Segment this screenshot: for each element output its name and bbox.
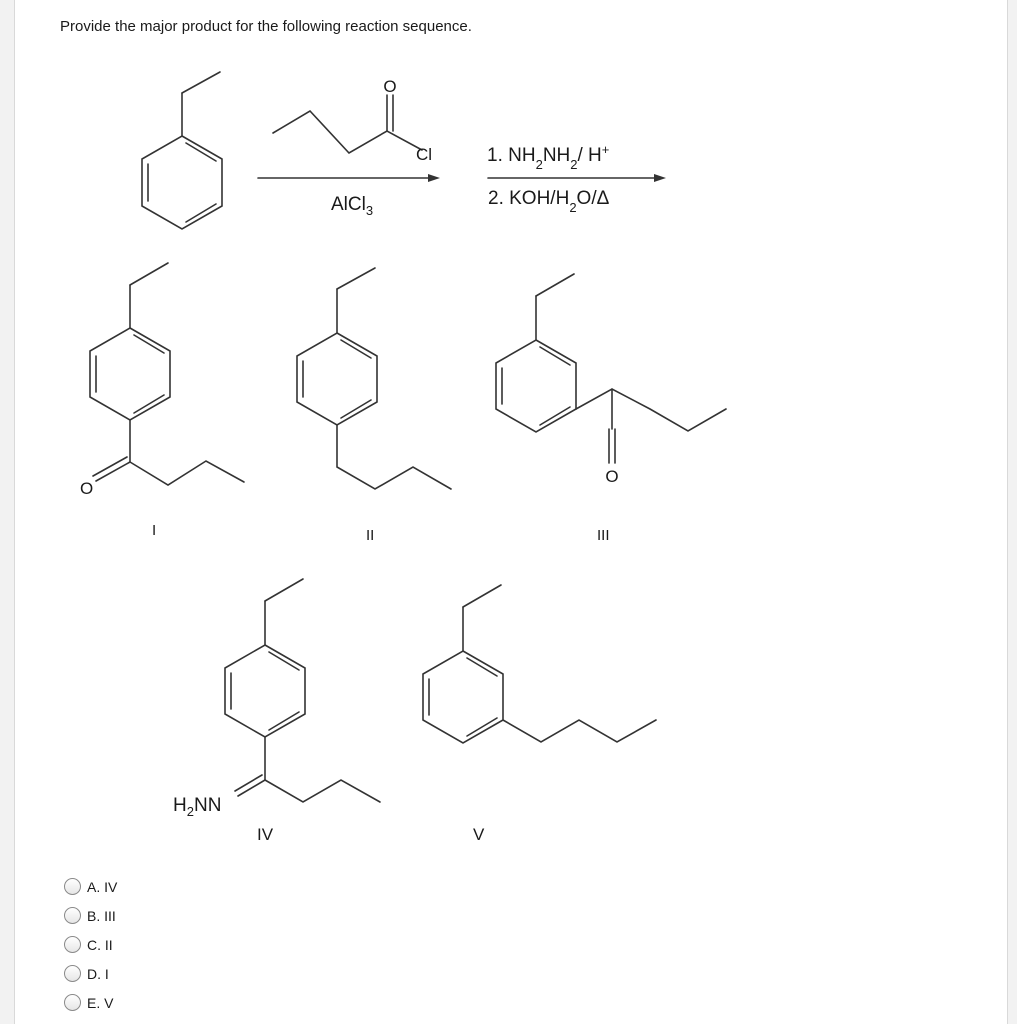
- option-e-label: E. V: [87, 994, 114, 1011]
- option-c[interactable]: [64, 930, 117, 959]
- structure-III-oxygen: O: [605, 467, 619, 486]
- option-a-label: A. IV: [87, 878, 118, 895]
- option-b[interactable]: [64, 901, 117, 930]
- structure-IV-label: IV: [257, 825, 274, 844]
- structure-IV: [173, 579, 380, 819]
- option-d-radio[interactable]: [64, 965, 81, 982]
- option-d-label: D. I: [87, 965, 109, 982]
- structure-III: [496, 274, 726, 486]
- step2-reagent-line2: 2. KOH/$H_2O/\Delta$: [488, 188, 610, 215]
- option-e[interactable]: [64, 988, 117, 1017]
- option-c-radio[interactable]: [64, 936, 81, 953]
- structure-V-label: V: [473, 825, 485, 844]
- structure-II-label: II: [366, 527, 375, 544]
- option-a-radio[interactable]: [64, 878, 81, 895]
- step2-reagent-line1: 1. $NH_2NH_2/$ H+: [487, 141, 610, 172]
- structure-III-label: III: [597, 527, 610, 544]
- structure-II: [297, 268, 451, 489]
- catalyst-label: AlCl$_3$: [331, 194, 374, 218]
- reactant-ethylbenzene: [142, 72, 222, 229]
- option-b-label: B. III: [87, 907, 116, 924]
- acyl-oxygen-label: O: [383, 77, 397, 96]
- reaction-arrow-1: [258, 174, 440, 182]
- structure-V: [423, 585, 656, 743]
- structure-I-label: I: [152, 522, 157, 539]
- structure-IV-hydrazone-label: $H_2NN$: [173, 795, 222, 819]
- option-b-radio[interactable]: [64, 907, 81, 924]
- structure-I-oxygen: O: [80, 479, 94, 498]
- answer-options: [64, 872, 117, 1017]
- option-a[interactable]: [64, 872, 117, 901]
- chloride-label: Cl: [416, 145, 433, 164]
- reaction-arrow-2: [488, 174, 666, 182]
- option-d[interactable]: [64, 959, 117, 988]
- option-c-label: C. II: [87, 936, 113, 953]
- question-text: Provide the major product for the following reaction sequence.: [60, 18, 472, 35]
- option-e-radio[interactable]: [64, 994, 81, 1011]
- propanoyl-chloride: [273, 77, 432, 164]
- structure-I: [80, 263, 244, 498]
